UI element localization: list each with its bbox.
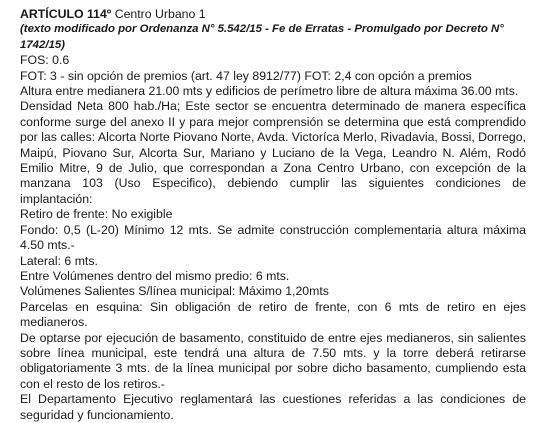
departamento-paragraph: El Departamento Ejecutivo reglamentará las cuestiones referidas a las condiciones de seguridad y funcionamiento. xyxy=(20,392,526,422)
article-heading: ARTÍCULO 114º xyxy=(20,7,112,21)
parcelas-paragraph: Parcelas en esquina: Sin obligación de retiro de frente, con 6 mts de retiro en ejes medianeros. xyxy=(20,299,526,330)
volumenes-predio-line: Entre Volúmenes dentro del mismo predio: 6 mts. xyxy=(20,268,290,283)
article-title xyxy=(20,7,526,22)
altura-line: Altura entre medianera 21.00 mts y edificios de perímetro libre de altura máxima 36.00 mts. xyxy=(20,84,519,99)
fos-line: FOS: 0.6 xyxy=(20,53,70,68)
volumenes-salientes-line: Volúmenes Salientes S/línea municipal: Máximo 1,20mts xyxy=(20,284,329,299)
fot-line: FOT: 3 - sin opción de premios (art. 47 ley 8912/77) FOT: 2,4 con opción a premios xyxy=(20,68,472,83)
lateral-line: Lateral: 6 mts. xyxy=(20,253,98,268)
article-subtitle: (texto modificado por Ordenanza N° 5.542/15 - Fe de Erratas - Promulgado por Decreto N° 1742/15) xyxy=(20,23,504,51)
retiro-frente-line: Retiro de frente: No exigible xyxy=(20,207,173,222)
fondo-paragraph: Fondo: 0,5 (L-20) Mínimo 12 mts. Se admite construcción complementaria altura máxima 4.50 mts.- xyxy=(20,222,526,253)
article-document xyxy=(20,7,526,423)
densidad-paragraph: Densidad Neta 800 hab./Ha; Este sector se encuentra determinado de manera específica conforme surge del anexo II y para mejor comprensión se determina que está comprendido por las calles: Alcorta Norte Piovano Norte, Avda. Victoríca Merlo, Rivadavia, Bossi, Dorrego, Maipú, Piovano Sur, Alcorta Sur, Mariano y Luciano de la Vega, Leandro N. Além, Rodó Emilio Mitre, 9 de Julio, que correspondan a Zona Centro Urbano, con excepción de la manzana 103 (Uso Especifico), debiendo cumplir las siguientes condiciones de implantación: xyxy=(20,99,526,206)
article-name: Centro Urbano 1 xyxy=(114,7,206,21)
basamento-paragraph: De optarse por ejecución de basamento, constituido de entre ejes medianeros, sin salientes sobre línea municipal, este tendrá una altura de 7.50 mts. y la torre deberá retirarse obligatoriamente 3 mts. de la línea municipal por sobre dicho basamento, cumpliendo esta con el resto de los retiros.- xyxy=(20,330,526,391)
